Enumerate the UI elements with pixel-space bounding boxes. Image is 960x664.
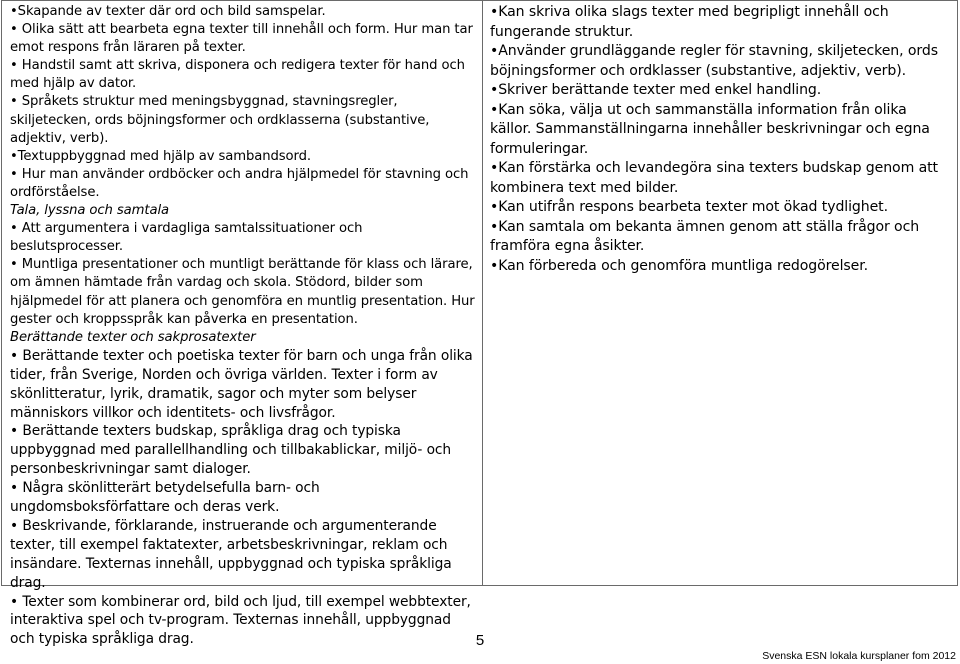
footer-text: Svenska ESN lokala kursplaner fom 2012 xyxy=(762,650,956,662)
list-item: • Berättande texter och poetiska texter för barn och unga från olika tider, från Sverige, Norden och övriga världen. Texter i form av skönlitteratur, lyrik, dramatik, sagor och myter som belyser människors villkor och identitets- och livsfrågor. xyxy=(10,347,473,421)
list-item: • Berättande texters budskap, språkliga drag och typiska uppbyggnad med parallellhandling och tillbakablickar, miljö- och personbeskrivningar samt dialoger. xyxy=(10,423,452,478)
section-heading-berattande: Berättande texter och sakprosatexter xyxy=(10,329,256,345)
section-heading-tala: Tala, lyssna och samtala xyxy=(10,203,169,219)
list-item: • Handstil samt att skriva, disponera och redigera texter för hand och med hjälp av dator. xyxy=(10,58,465,92)
list-item: • Att argumentera i vardagliga samtalssituationer och beslutsprocesser. xyxy=(10,221,363,255)
page-number: 5 xyxy=(475,632,485,649)
list-item: •Kan skriva olika slags texter med begripligt innehåll och fungerande struktur. xyxy=(490,4,889,40)
list-item: •Skriver berättande texter med enkel handling. xyxy=(490,82,822,98)
column-divider xyxy=(482,1,483,585)
list-item: •Använder grundläggande regler för stavning, skiljetecken, ords böjningsformer och ordklasser (substantive, adjektiv, verb). xyxy=(490,43,938,79)
list-item: •Skapande av texter där ord och bild samspelar. xyxy=(10,4,326,19)
list-item: • Texter som kombinerar ord, bild och ljud, till exempel webbtexter, interaktiva spel och tv-program. Texternas innehåll, uppbyggnad och typiska språkliga drag. xyxy=(10,593,471,648)
list-item: •Textuppbyggnad med hjälp av sambandsord. xyxy=(10,148,311,164)
list-item: • Beskrivande, förklarande, instruerande och argumenterande texter, till exempel faktatexter, arbetsbeskrivningar, reklam och insändare. Texternas innehåll, uppbyggnad och typiska språkliga drag. xyxy=(10,517,452,591)
list-item: • Olika sätt att bearbeta egna texter till innehåll och form. Hur man tar emot respons från läraren på texter. xyxy=(10,22,473,56)
list-item: •Kan förbereda och genomföra muntliga redogörelser. xyxy=(490,257,869,274)
list-item: • Hur man använder ordböcker och andra hjälpmedel för stavning och ordförståelse. xyxy=(10,166,469,200)
list-item: • Muntliga presentationer och muntligt berättande för klass och lärare, om ämnen hämtade från vardag och skola. Stödord, bilder som hjälpmedel för att planera och genomföra en muntlig presentation. Hur gester och kroppsspråk kan påverka en presentation. xyxy=(10,257,475,327)
list-item: • Några skönlitterärt betydelsefulla barn- och ungdomsboksförfattare och deras verk. xyxy=(10,480,320,516)
right-column xyxy=(490,3,952,276)
list-item: •Kan förstärka och levandegöra sina texters budskap genom att kombinera text med bilder. xyxy=(490,160,938,196)
list-item: •Kan utifrån respons bearbeta texter mot ökad tydlighet. xyxy=(490,199,888,215)
list-item: •Kan söka, välja ut och sammanställa information från olika källor. Sammanställningarna innehåller beskrivningar och egna formuleringar. xyxy=(490,101,930,157)
content-table xyxy=(1,0,958,648)
left-column xyxy=(10,3,476,649)
list-item: • Språkets struktur med meningsbyggnad, stavningsregler, skiljetecken, ords böjningsformer och ordklasserna (substantive, adjektiv, verb). xyxy=(10,94,430,146)
list-item: •Kan samtala om bekanta ämnen genom att ställa frågor och framföra egna åsikter. xyxy=(490,218,920,254)
